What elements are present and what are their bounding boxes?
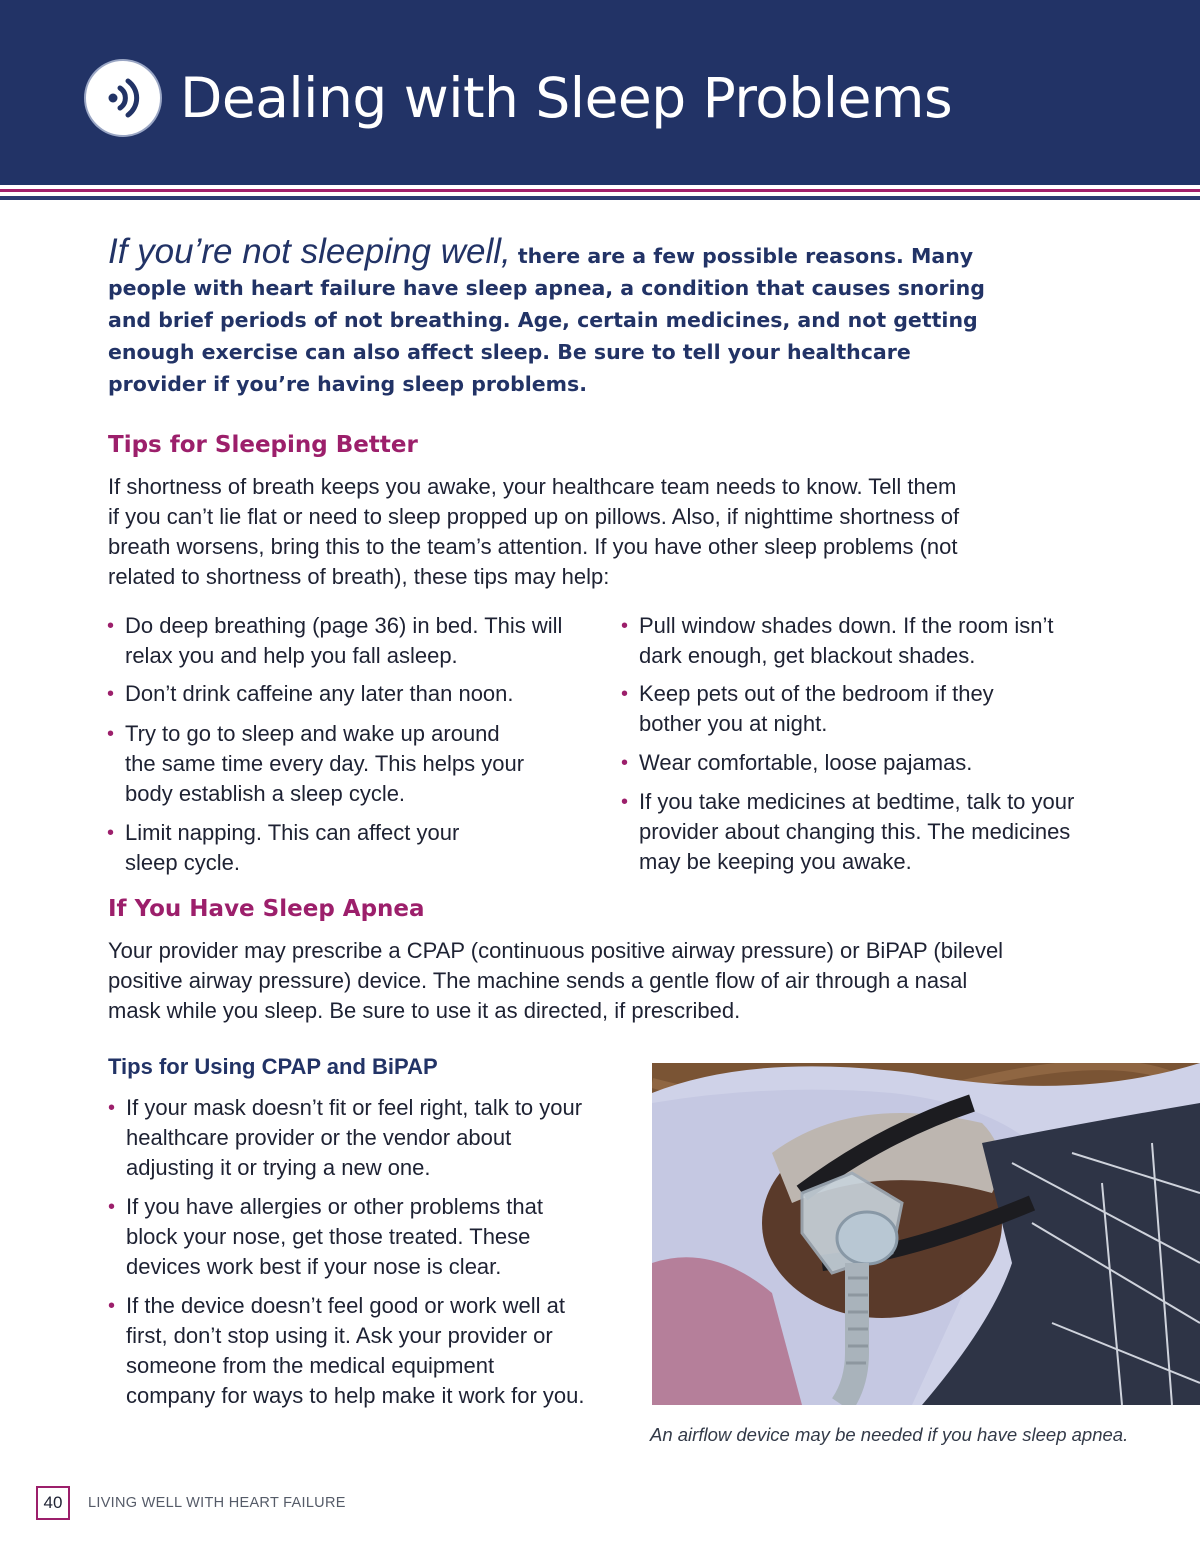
list-item: • If you have allergies or other problems that block your nose, get those treated. These devices work best if your nose is clear. bbox=[108, 1192, 586, 1282]
intro-text: there are a few possible reasons. Many people with heart failure have sleep apnea, a condition that causes snoring and brief periods of not breathing. Age, certain medicines, and not getting enough exercise can also affect sleep. Be sure to tell your healthcare provider if you’re having sleep problems. bbox=[108, 244, 985, 396]
page-title: Dealing with Sleep Problems bbox=[180, 66, 953, 130]
page-number: 40 bbox=[36, 1486, 70, 1520]
intro-lead: If you’re not sleeping well, bbox=[108, 232, 511, 271]
list-item: • If the device doesn’t feel good or work well at first, don’t stop using it. Ask your provider or someone from the medical equipment company for ways to help make it work for you. bbox=[108, 1291, 586, 1411]
photo-caption: An airflow device may be needed if you have sleep apnea. bbox=[650, 1424, 1129, 1445]
tips-paragraph: If shortness of breath keeps you awake, your healthcare team needs to know. Tell them if you can’t lie flat or need to sleep propped up on pillows. Also, if nighttime shortness of breath worsens, bring this to the team’s attention. If you have other sleep problems (not related to shortness of breath), these tips may help: bbox=[108, 474, 960, 589]
list-item: • Wear comfortable, loose pajamas. bbox=[621, 748, 1081, 778]
section-heading-apnea: If You Have Sleep Apnea bbox=[108, 896, 425, 922]
cpap-photo bbox=[652, 1063, 1200, 1405]
header-stripe bbox=[0, 196, 1200, 200]
footer-book-title: LIVING WELL WITH HEART FAILURE bbox=[88, 1495, 346, 1511]
list-item: • Limit napping. This can affect your sleep cycle. bbox=[107, 818, 505, 878]
apnea-paragraph: Your provider may prescribe a CPAP (continuous positive airway pressure) or BiPAP (bilevel positive airway pressure) device. The machine sends a gentle flow of air through a nasal mask while you sleep. Be sure to use it as directed, if prescribed. bbox=[108, 938, 1004, 1023]
section-heading-tips: Tips for Sleeping Better bbox=[108, 432, 418, 458]
list-item: • If you take medicines at bedtime, talk to your provider about changing this. The medicines may be keeping you awake. bbox=[621, 787, 1079, 877]
sound-waves-icon bbox=[84, 59, 162, 137]
list-item: • Do deep breathing (page 36) in bed. This will relax you and help you fall asleep. bbox=[107, 611, 577, 671]
tips-left-list bbox=[107, 611, 577, 878]
cpap-tips-heading: Tips for Using CPAP and BiPAP bbox=[108, 1054, 438, 1079]
list-item: • Don’t drink caffeine any later than noon. bbox=[107, 679, 577, 709]
list-item: • Pull window shades down. If the room isn’t dark enough, get blackout shades. bbox=[621, 611, 1054, 671]
list-item: • Keep pets out of the bedroom if they bother you at night. bbox=[621, 679, 1054, 739]
list-item: • Try to go to sleep and wake up around the same time every day. This helps your body establish a sleep cycle. bbox=[107, 719, 525, 809]
intro-paragraph bbox=[108, 232, 1008, 400]
cpap-tips-list bbox=[108, 1093, 598, 1411]
tips-right-list bbox=[621, 611, 1081, 877]
list-item: • If your mask doesn’t fit or feel right, talk to your healthcare provider or the vendor about adjusting it or trying a new one. bbox=[108, 1093, 596, 1183]
